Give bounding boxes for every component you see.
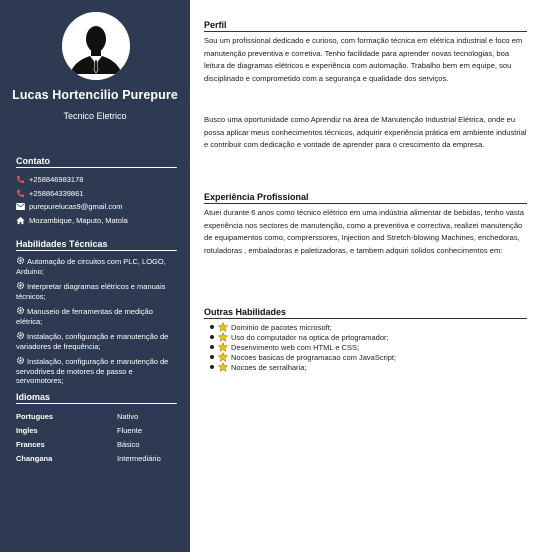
- home-icon: [16, 216, 27, 225]
- gear-icon: [16, 281, 25, 290]
- skill-item: [16, 356, 177, 386]
- skills-heading: Habilidades Técnicas: [16, 239, 177, 251]
- experiencia-paragraph: Atuei durante 6 anos como técnico elétrico em uma indústria alimentar de bebidas, tenho vasta experiência nos sectores de manutenção, como a preventiva e correctiva, realizei manutenção de equipamentos como, comprerssores, Injection and Stretch-blowing Machines, enchedoras, rotuladoras , embaladoras e paletizadoras, e tambem adquiri solidos conhecimentos em:: [204, 208, 524, 255]
- language-level: Intermediário: [117, 453, 161, 463]
- skill-text: Instalação, configuração e manutenção de variadores de frequência;: [16, 332, 169, 351]
- bullet-icon: [210, 325, 214, 329]
- candidate-name: Lucas Hortencilio Purepure: [12, 88, 178, 102]
- skills-section: [16, 239, 177, 391]
- skill-item: [16, 331, 177, 351]
- languages-section: [16, 392, 177, 465]
- language-name: Ingles: [16, 425, 38, 435]
- perfil-paragraph-1: Sou um profissional dedicado e curioso, com formação técnica em elétrica industrial e foco em manutenção preventiva e corretiva. Tenho facilidade para aprender novas tecnologias, boa leitura de diagramas elétricos e experiência com automação. Trabalho bem em equipe, sou disciplinado e comprometido com a segurança e qualidade dos serviços.: [204, 36, 523, 83]
- language-row: [16, 409, 177, 423]
- language-level: Fluente: [117, 425, 143, 435]
- language-row: [16, 437, 177, 451]
- gear-icon: [16, 356, 25, 365]
- skill-item: [16, 256, 177, 276]
- skill-text: Automação de circuitos com PLC, LOGO, Arduino;: [16, 257, 166, 276]
- list-item-text: Dominio de pacotes microsoft;: [231, 322, 332, 332]
- gear-icon: [16, 306, 25, 315]
- bullet-icon: [210, 355, 214, 359]
- contact-item: [16, 173, 177, 187]
- star-icon: [218, 362, 228, 372]
- perfil-paragraph-2: Busco uma oportunidade como Aprendiz na área de Manutenção Industrial Elétrica, onde eu possa aplicar meus conhecimentos técnicos, adquirir experiência prática em ambiente industrial e contribuir com dedicação e vontade de aprender para o crescimento da empresa.: [204, 115, 527, 149]
- star-icon: [218, 352, 228, 362]
- language-name: Frances: [16, 439, 45, 449]
- email-address[interactable]: purepurelucas9@gmail.com: [29, 202, 123, 212]
- list-item-text: Nocoes de serralharia;: [231, 362, 307, 372]
- languages-heading: Idiomas: [16, 392, 177, 404]
- phone-number[interactable]: +258846983178: [29, 175, 84, 185]
- contact-item: [16, 187, 177, 201]
- experiencia-heading: Experiência Profissional: [204, 192, 527, 204]
- address: Mozambique, Maputo, Matola: [29, 215, 128, 225]
- job-title: Tecnico Eletrico: [63, 111, 127, 121]
- gear-icon: [16, 331, 25, 340]
- contact-heading: Contato: [16, 156, 177, 168]
- skill-text: Instalação, configuração e manutenção de servodrives de motores de passo e servomotores;: [16, 357, 169, 385]
- language-level: Básico: [117, 439, 140, 449]
- perfil-heading: Perfil: [204, 20, 527, 32]
- mail-icon: [16, 203, 27, 210]
- language-row: [16, 423, 177, 437]
- language-row: [16, 451, 177, 465]
- language-level: Nativo: [117, 411, 139, 421]
- list-item: [210, 332, 396, 342]
- user-silhouette-icon: [62, 12, 130, 80]
- contact-section: [16, 156, 177, 227]
- contact-item: [16, 200, 177, 214]
- skill-item: [16, 306, 177, 326]
- star-icon: [218, 332, 228, 342]
- language-name: Portugues: [16, 411, 54, 421]
- star-icon: [218, 322, 228, 332]
- language-name: Changana: [16, 453, 53, 463]
- skill-item: [16, 281, 177, 301]
- bullet-icon: [210, 345, 214, 349]
- bullet-icon: [210, 365, 214, 369]
- skill-text: Manuseio de ferramentas de medição elétrica;: [16, 307, 153, 326]
- star-icon: [218, 342, 228, 352]
- phone-icon: [16, 189, 27, 198]
- contact-item: [16, 214, 177, 228]
- gear-icon: [16, 256, 25, 265]
- list-item-text: Uso do computador na optica de prtogramador;: [231, 332, 389, 342]
- list-item: [210, 322, 396, 332]
- list-item-text: Nocoes basicas de programacao com JavaScript;: [231, 352, 397, 362]
- skill-text: Interpretar diagramas elétricos e manuais técnicos;: [16, 282, 166, 301]
- list-item: [210, 352, 396, 362]
- outras-heading: Outras Habilidades: [204, 307, 527, 319]
- avatar: [62, 12, 130, 80]
- sidebar: [0, 0, 190, 552]
- phone-icon: [16, 175, 27, 184]
- bullet-icon: [210, 335, 214, 339]
- list-item: [210, 362, 396, 372]
- list-item: [210, 342, 396, 352]
- list-item-text: Desenvimento web com HTML e CSS;: [231, 342, 360, 352]
- phone-number[interactable]: +258864339861: [29, 188, 84, 198]
- outras-list: [210, 322, 396, 372]
